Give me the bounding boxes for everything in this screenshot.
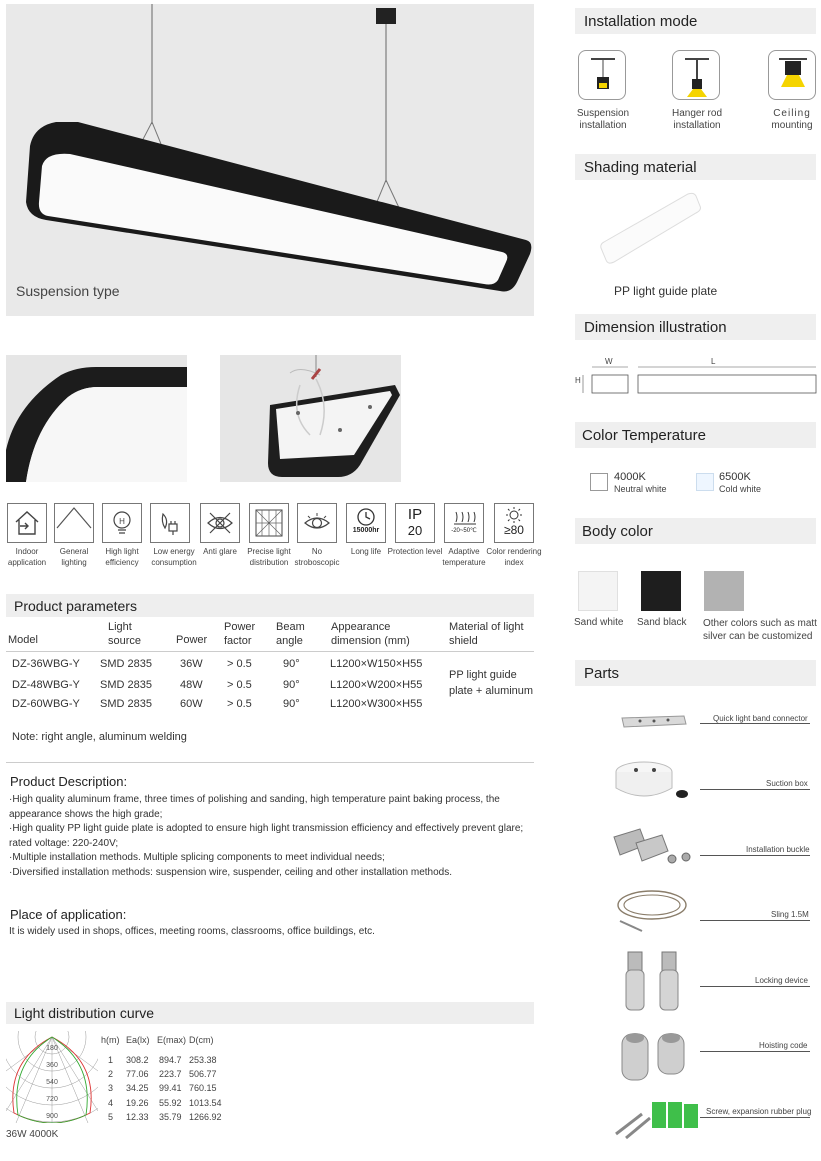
parts-title: Parts — [575, 660, 816, 686]
part-label: Installation buckle — [746, 845, 810, 854]
param-cell: 48W — [180, 679, 203, 691]
leader-line — [700, 1117, 810, 1118]
description-title: Product Description: — [10, 774, 128, 789]
leader-line — [700, 1051, 810, 1052]
feature-label: Precise light distribution — [247, 547, 291, 567]
temperature-text: -20~50℃ — [451, 528, 477, 534]
ldc-cell: 99.41 — [159, 1083, 182, 1093]
param-header: Material of light shield — [449, 621, 524, 647]
install-label-line: installation — [579, 120, 627, 131]
ldc-cell: 894.7 — [159, 1055, 182, 1065]
part-label: Sling 1.5M — [771, 910, 809, 919]
param-cell: > 0.5 — [227, 658, 252, 670]
install-label — [576, 108, 630, 132]
ring-label: 360 — [46, 1062, 58, 1069]
ldc-cell: 506.77 — [189, 1069, 217, 1079]
ldc-title: Light distribution curve — [6, 1002, 534, 1024]
install-label-line: Hanger rod — [671, 108, 723, 119]
ldc-cell: 2 — [108, 1069, 114, 1079]
ldc-cell: 1013.54 — [189, 1098, 222, 1108]
hero-caption: Suspension type — [16, 283, 120, 299]
colortemp-name: Cold white — [719, 484, 762, 494]
install-label-line: Suspension — [576, 108, 630, 119]
screw-plug-image — [612, 1098, 702, 1142]
param-header: Power — [176, 634, 208, 646]
feature-label: Indoor application — [7, 547, 47, 567]
ldc-header: E(max) — [157, 1035, 186, 1045]
param-cell: 90° — [283, 679, 300, 691]
ip-text: IP — [407, 506, 423, 523]
eye-crossed-icon — [200, 503, 240, 543]
description-line: ·High quality PP light guide plate is adopted to ensure high light transmission efficiency and effectively prevent glare; rated voltage: 220-240V; — [9, 823, 524, 849]
dim-l-label: L — [711, 357, 716, 366]
ring-label: 540 — [46, 1079, 58, 1086]
description-body — [9, 793, 534, 880]
ldc-cell: 3 — [108, 1083, 114, 1093]
install-title: Installation mode — [575, 8, 816, 34]
part-label: Hoisting code — [759, 1041, 808, 1050]
description-line: ·High quality aluminum frame, three times of polishing and sanding, high temperature paint baking process, the appearance shows the high grade; — [9, 794, 500, 820]
cold-white-swatch — [696, 473, 714, 491]
ldc-cell: 760.15 — [189, 1083, 217, 1093]
feature-label: High light efficiency — [105, 547, 139, 567]
params-note: Note: right angle, aluminum welding — [12, 731, 187, 743]
ip-icon — [395, 503, 435, 543]
param-cell: L1200×W300×H55 — [330, 698, 423, 710]
feature-label: No stroboscopic — [294, 547, 340, 567]
ldc-cell: 35.79 — [159, 1112, 182, 1122]
leader-line — [700, 986, 810, 987]
param-cell: L1200×W200×H55 — [330, 679, 423, 691]
part-label: Locking device — [755, 976, 808, 985]
param-header: Beam angle — [276, 621, 305, 647]
clock-icon — [346, 503, 386, 543]
hanger-rod-icon — [672, 50, 720, 100]
bodycolor-label: Sand white — [574, 617, 624, 628]
grid-icon — [249, 503, 289, 543]
eye-icon — [297, 503, 337, 543]
ldc-cell: 223.7 — [159, 1069, 182, 1079]
sand-white-swatch — [578, 571, 618, 611]
svg-text:H: H — [119, 517, 125, 526]
cri-text: ≥80 — [504, 523, 524, 537]
dim-h-label: H — [575, 376, 581, 385]
back-detail-image — [220, 355, 401, 482]
feature-label: Protection level — [387, 547, 443, 556]
divider — [6, 762, 534, 763]
ldc-cell: 34.25 — [126, 1083, 149, 1093]
life-text: 15000hr — [352, 527, 380, 534]
install-label-line: mounting — [771, 120, 813, 131]
ring-label: 180 — [46, 1045, 58, 1052]
ldc-cell: 5 — [108, 1112, 114, 1122]
feature-label: Low energy consumption — [151, 547, 197, 567]
install-label — [668, 108, 726, 132]
install-label — [764, 108, 820, 132]
place-title: Place of application: — [10, 907, 127, 922]
param-cell: DZ-48WBG-Y — [12, 679, 80, 691]
colortemp-title: Color Temperature — [575, 422, 816, 448]
dimension-title: Dimension illustration — [575, 314, 816, 340]
param-header: Power factor — [224, 621, 256, 647]
installation-buckle-image — [610, 825, 700, 870]
locking-device-image — [620, 948, 690, 1014]
ldc-cell: 4 — [108, 1098, 114, 1108]
ldc-cell: 1266.92 — [189, 1112, 222, 1122]
ldc-cell: 77.06 — [126, 1069, 149, 1079]
install-label-line: Ceiling — [773, 108, 811, 119]
bodycolor-title: Body color — [575, 518, 816, 544]
leader-line — [700, 920, 810, 921]
param-cell: 60W — [180, 698, 203, 710]
light-guide-plate-image — [596, 188, 706, 268]
part-label: Quick light band connector — [713, 714, 808, 723]
param-cell: 90° — [283, 658, 300, 670]
param-cell: DZ-60WBG-Y — [12, 698, 80, 710]
part-label: Suction box — [766, 779, 808, 788]
param-cell: SMD 2835 — [100, 658, 152, 670]
corner-detail-image — [6, 355, 187, 482]
param-cell: SMD 2835 — [100, 698, 152, 710]
bulb-icon — [102, 503, 142, 543]
ceiling-mount-icon — [768, 50, 816, 100]
param-header: Appearance dimension (mm) — [331, 621, 410, 647]
colortemp-value: 6500K — [719, 471, 751, 483]
param-cell: 90° — [283, 698, 300, 710]
silver-swatch — [704, 571, 744, 611]
polar-diagram — [6, 1031, 98, 1123]
roof-icon — [54, 503, 94, 543]
suction-box-image — [612, 756, 694, 806]
ldc-cell: 253.38 — [189, 1055, 217, 1065]
ldc-cell: 55.92 — [159, 1098, 182, 1108]
ring-label: 720 — [46, 1096, 58, 1103]
neutral-white-swatch — [590, 473, 608, 491]
colortemp-name: Neutral white — [614, 484, 667, 494]
feature-label: Anti glare — [203, 547, 237, 556]
ldc-header: h(m) — [101, 1035, 120, 1045]
ldc-header: D(cm) — [189, 1035, 214, 1045]
material-cell: PP light guide plate + aluminum — [449, 669, 534, 697]
shading-label: PP light guide plate — [614, 284, 718, 298]
plug-icon — [150, 503, 190, 543]
house-icon — [7, 503, 47, 543]
feature-label: Long life — [350, 547, 382, 556]
param-cell: SMD 2835 — [100, 679, 152, 691]
ldc-caption: 36W 4000K — [6, 1129, 59, 1140]
leader-line — [700, 855, 810, 856]
feature-label: General lighting — [59, 547, 89, 567]
part-label: Screw, expansion rubber plug — [706, 1107, 812, 1116]
params-title: Product parameters — [6, 594, 534, 617]
description-line: ·Multiple installation methods. Multiple splicing components to meet individual needs; — [9, 852, 385, 863]
param-cell: L1200×W150×H55 — [330, 658, 423, 670]
leader-line — [700, 789, 810, 790]
param-header: Light source — [108, 621, 142, 647]
param-cell: > 0.5 — [227, 679, 252, 691]
suspension-install-icon — [578, 50, 626, 100]
ldc-cell: 12.33 — [126, 1112, 149, 1122]
ring-label: 900 — [46, 1113, 58, 1120]
temperature-icon — [444, 503, 484, 543]
sand-black-swatch — [641, 571, 681, 611]
connector-image — [618, 712, 688, 732]
sun-icon — [494, 503, 534, 543]
param-cell: > 0.5 — [227, 698, 252, 710]
bodycolor-label: Sand black — [637, 617, 687, 628]
param-header: Model — [8, 634, 38, 646]
place-text: It is widely used in shops, offices, meeting rooms, classrooms, office buildings, etc. — [9, 926, 375, 937]
bodycolor-label: Other colors such as matt silver can be customized — [703, 618, 817, 642]
ldc-cell: 19.26 — [126, 1098, 149, 1108]
feature-label: Color rendering index — [486, 547, 542, 567]
shading-title: Shading material — [575, 154, 816, 180]
divider — [6, 651, 534, 652]
ip-level-text: 20 — [407, 523, 423, 538]
ldc-header: Ea(lx) — [126, 1035, 150, 1045]
ldc-cell: 1 — [108, 1055, 114, 1065]
param-cell: 36W — [180, 658, 203, 670]
install-label-line: installation — [673, 120, 721, 131]
colortemp-value: 4000K — [614, 471, 646, 483]
hero-image — [6, 4, 534, 316]
description-line: ·Diversified installation methods: suspension wire, suspender, ceiling and other installation methods. — [9, 866, 453, 878]
param-cell: DZ-36WBG-Y — [12, 658, 80, 670]
dim-w-label: W — [605, 357, 613, 366]
leader-line — [700, 723, 810, 724]
hoisting-code-image — [618, 1026, 688, 1086]
ldc-cell: 308.2 — [126, 1055, 149, 1065]
feature-label: Adaptive temperature — [442, 547, 486, 567]
sling-image — [612, 885, 692, 935]
